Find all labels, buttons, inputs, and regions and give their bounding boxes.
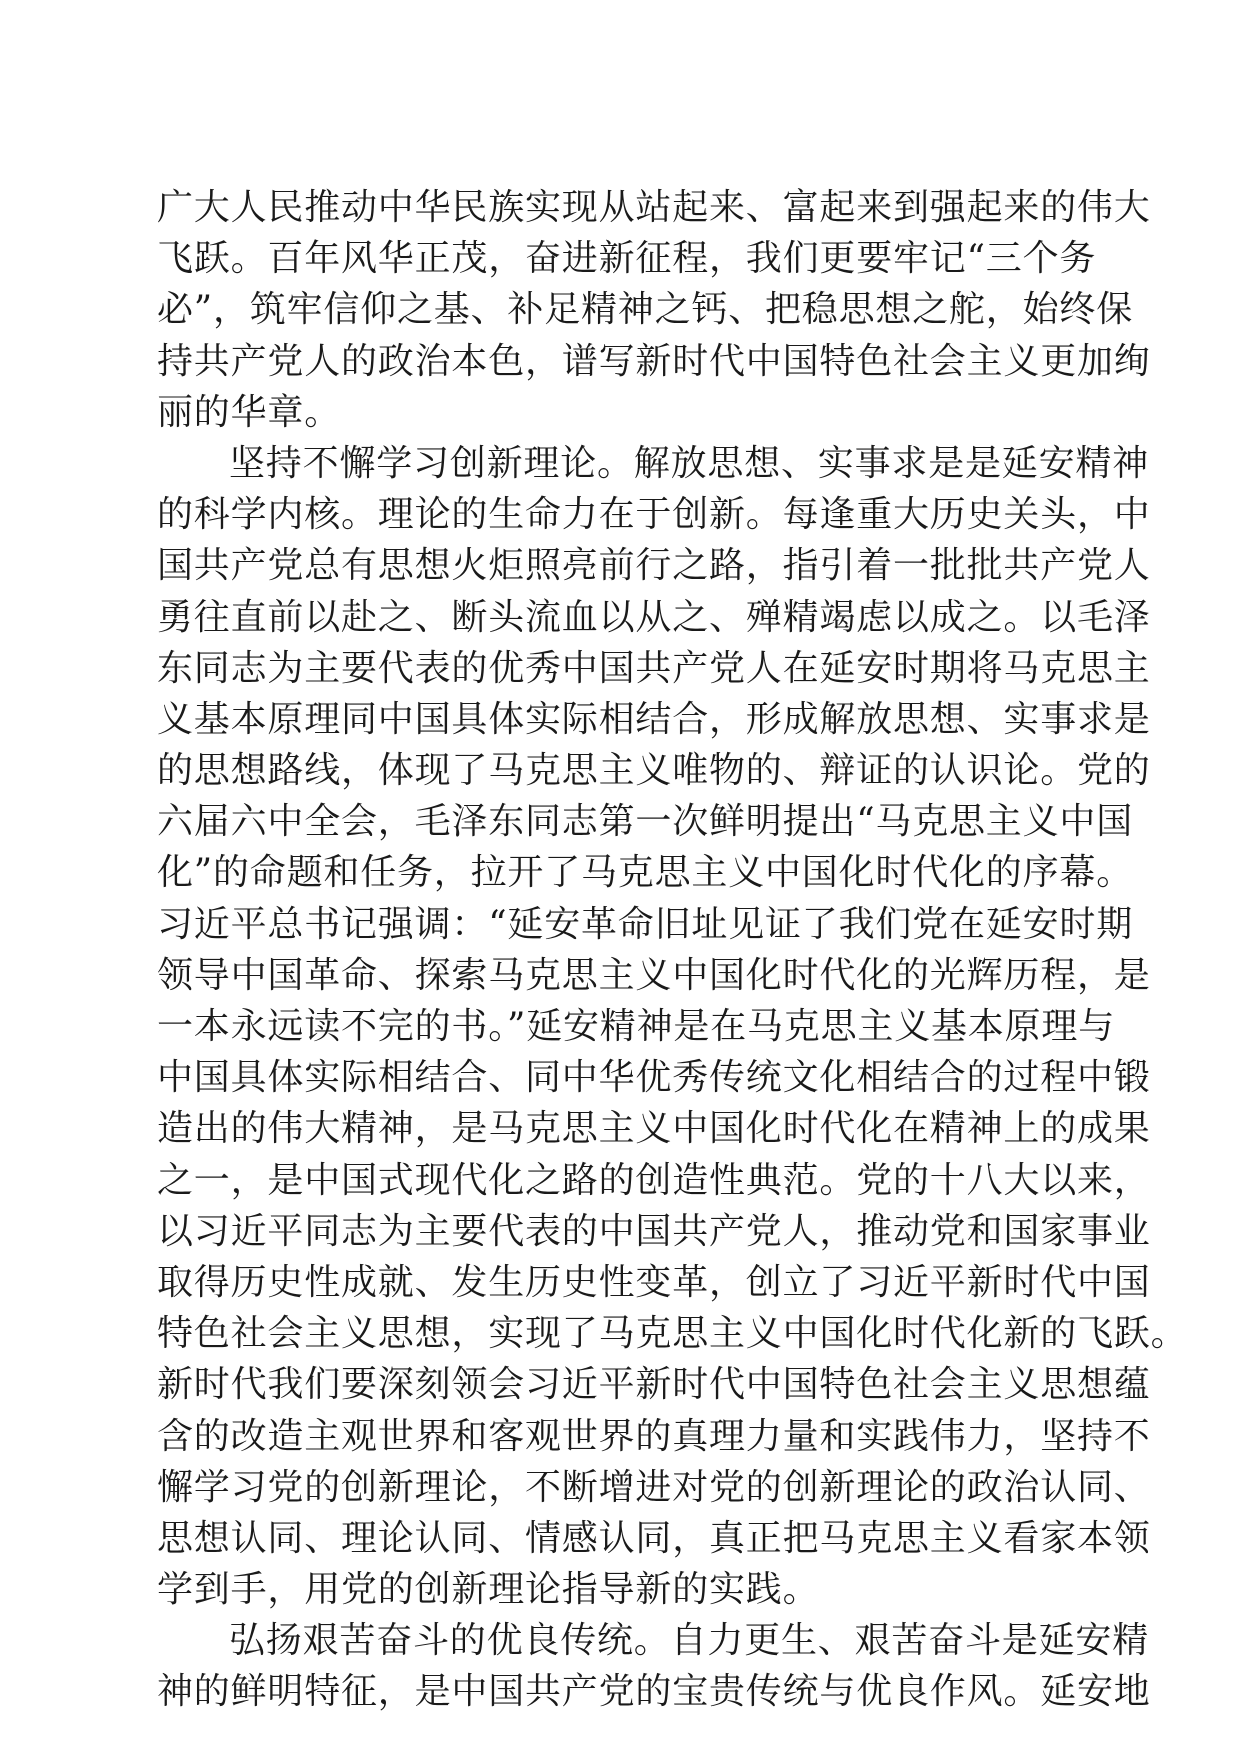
text-line: 义基本原理同中国具体实际相结合，形成解放思想、实事求是	[157, 698, 1151, 740]
text-line: 国共产党总有思想火炬照亮前行之路，指引着一批批共产党人	[157, 545, 1151, 587]
text-line: 丽的华章。	[157, 391, 342, 433]
text-line: 持共产党人的政治本色，谱写新时代中国特色社会主义更加绚	[157, 340, 1151, 382]
text-line: 习近平总书记强调：“延安革命旧址见证了我们党在延安时期	[157, 903, 1134, 945]
text-line: 领导中国革命、探索马克思主义中国化时代化的光辉历程，是	[157, 954, 1151, 996]
text-line: 东同志为主要代表的优秀中国共产党人在延安时期将马克思主	[157, 647, 1151, 689]
text-line: 飞跃。百年风华正茂，奋进新征程，我们更要牢记“三个务	[157, 238, 1097, 280]
text-line: 神的鲜明特征，是中国共产党的宝贵传统与优良作风。延安地	[157, 1671, 1151, 1713]
text-line: 化”的命题和任务，拉开了马克思主义中国化时代化的序幕。	[157, 852, 1134, 894]
text-line: 以习近平同志为主要代表的中国共产党人，推动党和国家事业	[157, 1210, 1151, 1252]
paragraph-heading-line: 坚持不懈学习创新理论。解放思想、实事求是是延安精神	[229, 442, 1150, 484]
text-line: 的科学内核。理论的生命力在于创新。每逢重大历史关头，中	[157, 494, 1151, 536]
text-line: 勇往直前以赴之、断头流血以从之、殚精竭虑以成之。以毛泽	[157, 596, 1151, 638]
text-line: 一本永远读不完的书。”延安精神是在马克思主义基本原理与	[157, 1006, 1116, 1047]
text-line: 特色社会主义思想，实现了马克思主义中国化时代化新的飞跃。	[157, 1313, 1188, 1355]
text-line: 新时代我们要深刻领会习近平新时代中国特色社会主义思想蕴	[157, 1364, 1151, 1406]
text-line: 六届六中全会，毛泽东同志第一次鲜明提出“马克思主义中国	[157, 801, 1134, 843]
text-line: 必”，筑牢信仰之基、补足精神之钙、把稳思想之舵，始终保	[157, 289, 1134, 331]
text-line: 懈学习党的创新理论，不断增进对党的创新理论的政治认同、	[157, 1466, 1151, 1508]
text-line: 思想认同、理论认同、情感认同，真正把马克思主义看家本领	[157, 1517, 1151, 1559]
paragraph-heading-line: 弘扬艰苦奋斗的优良传统。自力更生、艰苦奋斗是延安精	[229, 1620, 1150, 1662]
text-line: 含的改造主观世界和客观世界的真理力量和实践伟力，坚持不	[157, 1415, 1151, 1457]
body-text	[157, 182, 1188, 1718]
text-line: 学到手，用党的创新理论指导新的实践。	[157, 1569, 820, 1611]
text-line: 中国具体实际相结合、同中华优秀传统文化相结合的过程中锻	[157, 1057, 1151, 1099]
text-line: 取得历史性成就、发生历史性变革，创立了习近平新时代中国	[157, 1261, 1151, 1303]
text-line: 造出的伟大精神，是马克思主义中国化时代化在精神上的成果	[157, 1108, 1151, 1150]
text-line: 的思想路线，体现了马克思主义唯物的、辩证的认识论。党的	[157, 750, 1151, 792]
text-line: 之一，是中国式现代化之路的创造性典范。党的十八大以来，	[157, 1159, 1151, 1201]
text-line: 广大人民推动中华民族实现从站起来、富起来到强起来的伟大	[157, 187, 1151, 228]
